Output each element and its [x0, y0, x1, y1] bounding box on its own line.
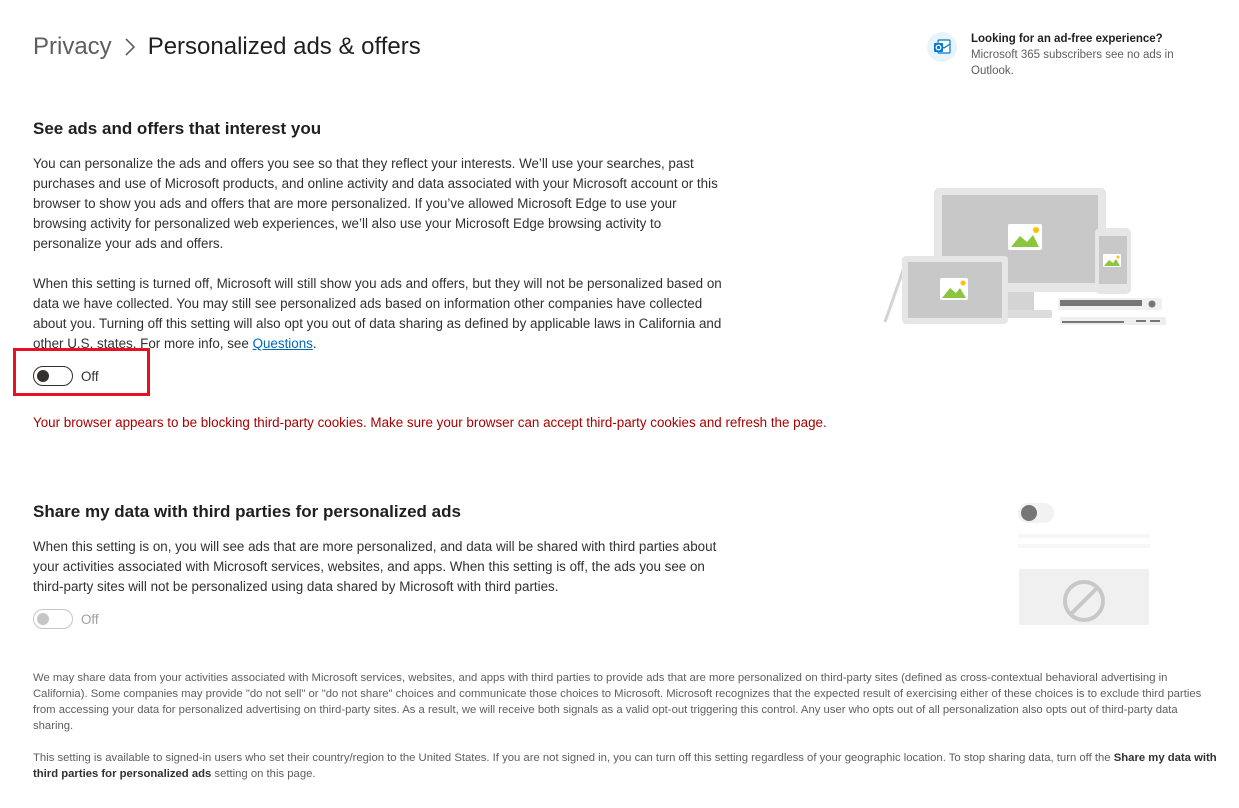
- chevron-right-icon: [124, 37, 136, 57]
- availability-footnote-text: This setting is available to signed-in users who set their country/region to the United States. If you are not signed in, you can turn off this setting regardless of your geographic location. To stop sharing data, turn off the: [33, 752, 1114, 764]
- third-party-sharing-toggle[interactable]: [33, 609, 73, 629]
- section-third-party-title: Share my data with third parties for personalized ads: [33, 502, 461, 521]
- blocked-illustration: [1015, 500, 1155, 630]
- devices-illustration: [880, 180, 1170, 335]
- questions-link[interactable]: Questions: [252, 336, 313, 351]
- section-personalized-ads-title: See ads and offers that interest you: [33, 119, 322, 138]
- breadcrumb-privacy-link[interactable]: Privacy: [33, 33, 112, 60]
- cookie-error-message: Your browser appears to be blocking third-party cookies. Make sure your browser can accept third-party cookies and refresh the page.: [33, 415, 827, 430]
- availability-footnote-text-end: setting on this page.: [211, 768, 316, 780]
- availability-footnote-setting-name: Share my data with third parties for personalized ads: [33, 752, 1217, 780]
- third-party-toggle-label: Off: [81, 611, 99, 627]
- toggle-knob: [37, 613, 49, 625]
- outlook-icon: [927, 32, 957, 62]
- section-personalized-ads-note: [33, 274, 723, 354]
- promo-title: Looking for an ad-free experience?: [971, 33, 1163, 45]
- breadcrumb: [33, 31, 421, 63]
- section-personalized-ads-description: You can personalize the ads and offers you see so that they reflect your interests. We’ll use your searches, past purchases and use of Microsoft products, and online activity and data associated with your Microsoft account or this browser to show you ads and offers that are more personalized. If you’ve allowed Microsoft Edge to use your browsing activity for personalized web experiences, we’ll also use your Microsoft Edge browsing activity to personalize your ads and offers.: [33, 156, 718, 251]
- highlight-annotation-box: [13, 348, 150, 396]
- section-third-party-description: When this setting is on, you will see ads that are more personalized, and data will be shared with third parties about your activities associated with Microsoft services, websites, and apps. When this setting is off, the ads you see on third-party sites will not be personalized using data shared by Microsoft with third parties.: [33, 539, 717, 594]
- third-party-footnote: We may share data from your activities associated with Microsoft services, websites, and apps with third parties to provide ads that are more personalized on third-party sites (defined as cross-contextual behavioral advertising in California). Some companies may provide "do not sell" or "do not share" choices and communicate those choices to Microsoft. Microsoft recognizes that the expected result of exercising either of these choices is to exclude third parties from accessing your data for personalized advertising on third-party sites. As a result, we will receive both signals as a valid opt-out triggering this control. Any user who opts out of all personalization also opts out of third-party data sharing.: [33, 672, 1202, 732]
- promo-description: Microsoft 365 subscribers see no ads in Outlook.: [971, 49, 1174, 77]
- availability-footnote: [33, 750, 1218, 782]
- section-personalized-ads-note-text: When this setting is turned off, Microsoft will still show you ads and offers, but they will not be personalized based on data we have collected. You may still see personalized ads based on information other companies have collected about you. Turning off this setting will also opt you out of data sharing as defined by applicable laws in California and other U.S. states. For more info, see: [33, 276, 722, 351]
- page-title: Personalized ads & offers: [147, 33, 421, 60]
- note-period: .: [312, 336, 317, 351]
- third-party-toggle-group: [33, 609, 99, 629]
- ad-free-promo: [927, 32, 1197, 79]
- personalized-ads-toggle-label: Off: [81, 368, 99, 384]
